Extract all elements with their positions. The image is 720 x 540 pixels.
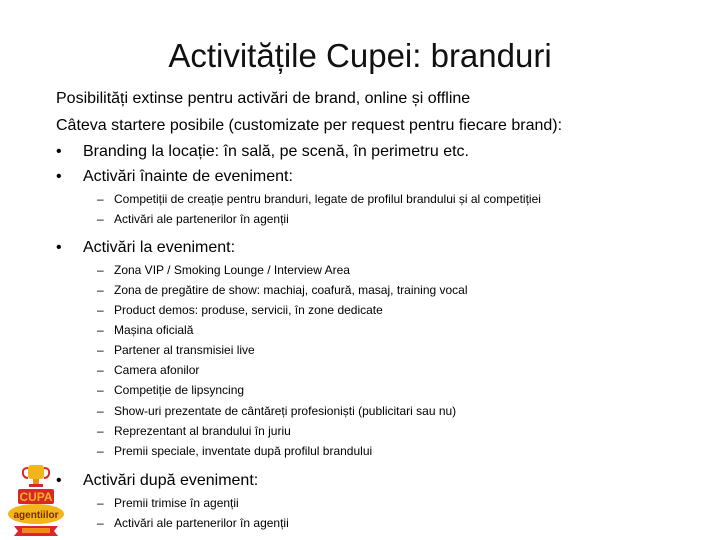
intro-line-1: Posibilități extinse pentru activări de brand, online și offline xyxy=(56,90,471,107)
slide-title: Activitățile Cupei: branduri xyxy=(168,37,552,74)
sub-item-label: Show-uri prezentate de cântăreți profesioniști (publicitari sau nu) xyxy=(114,404,457,418)
dash-icon: – xyxy=(97,424,104,438)
dash-icon: – xyxy=(97,303,104,317)
dash-icon: – xyxy=(97,323,104,337)
sub-item-label: Premii speciale, inventate după profilul brandului xyxy=(114,444,373,458)
sub-item-label: Zona VIP / Smoking Lounge / Interview Area xyxy=(114,263,350,277)
bullet-icon: • xyxy=(56,168,62,185)
sub-item-label: Activări ale partenerilor în agenții xyxy=(114,516,289,530)
sub-item-label: Premii trimise în agenții xyxy=(114,496,239,510)
sub-item-label: Partener al transmisiei live xyxy=(114,343,255,357)
svg-text:agentiilor: agentiilor xyxy=(13,510,59,521)
bullet-icon: • xyxy=(56,143,62,160)
sub-item-label: Camera afonilor xyxy=(114,363,200,377)
sub-item-label: Competiție de lipsyncing xyxy=(114,383,245,397)
sub-item-label: Product demos: produse, servicii, în zone dedicate xyxy=(114,303,383,317)
bullet-label: Activări înainte de eveniment: xyxy=(83,168,293,185)
dash-icon: – xyxy=(97,516,104,530)
dash-icon: – xyxy=(97,192,104,206)
sub-item-label: Zona de pregătire de show: machiaj, coafură, masaj, training vocal xyxy=(114,283,468,297)
svg-text:CUPA: CUPA xyxy=(19,490,53,504)
bullet-label: Branding la locație: în sală, pe scenă, în perimetru etc. xyxy=(83,143,469,160)
trophy-icon xyxy=(23,465,49,487)
dash-icon: – xyxy=(97,263,104,277)
dash-icon: – xyxy=(97,496,104,510)
intro-line-2: Câteva startere posibile (customizate per request pentru fiecare brand): xyxy=(56,117,563,134)
bullet-label: Activări la eveniment: xyxy=(83,239,236,256)
bullet-label: Activări după eveniment: xyxy=(83,472,259,489)
dash-icon: – xyxy=(97,343,104,357)
bullet-icon: • xyxy=(56,472,62,489)
sub-item-label: Competiții de creație pentru branduri, legate de profilul brandului și al competiției xyxy=(114,192,541,206)
bullet-icon: • xyxy=(56,239,62,256)
logo-wordmark-bottom xyxy=(8,504,64,524)
dash-icon: – xyxy=(97,383,104,397)
dash-icon: – xyxy=(97,404,104,418)
dash-icon: – xyxy=(97,212,104,226)
logo-wordmark-top xyxy=(18,489,54,504)
sub-item-label: Mașina oficială xyxy=(114,323,194,337)
sub-item-label: Reprezentant al brandului în juriu xyxy=(114,424,291,438)
sub-item-label: Activări ale partenerilor în agenții xyxy=(114,212,289,226)
dash-icon: – xyxy=(97,363,104,377)
logo-ribbon xyxy=(14,526,58,536)
cupa-agentiilor-logo xyxy=(6,462,66,538)
dash-icon: – xyxy=(97,283,104,297)
dash-icon: – xyxy=(97,444,104,458)
